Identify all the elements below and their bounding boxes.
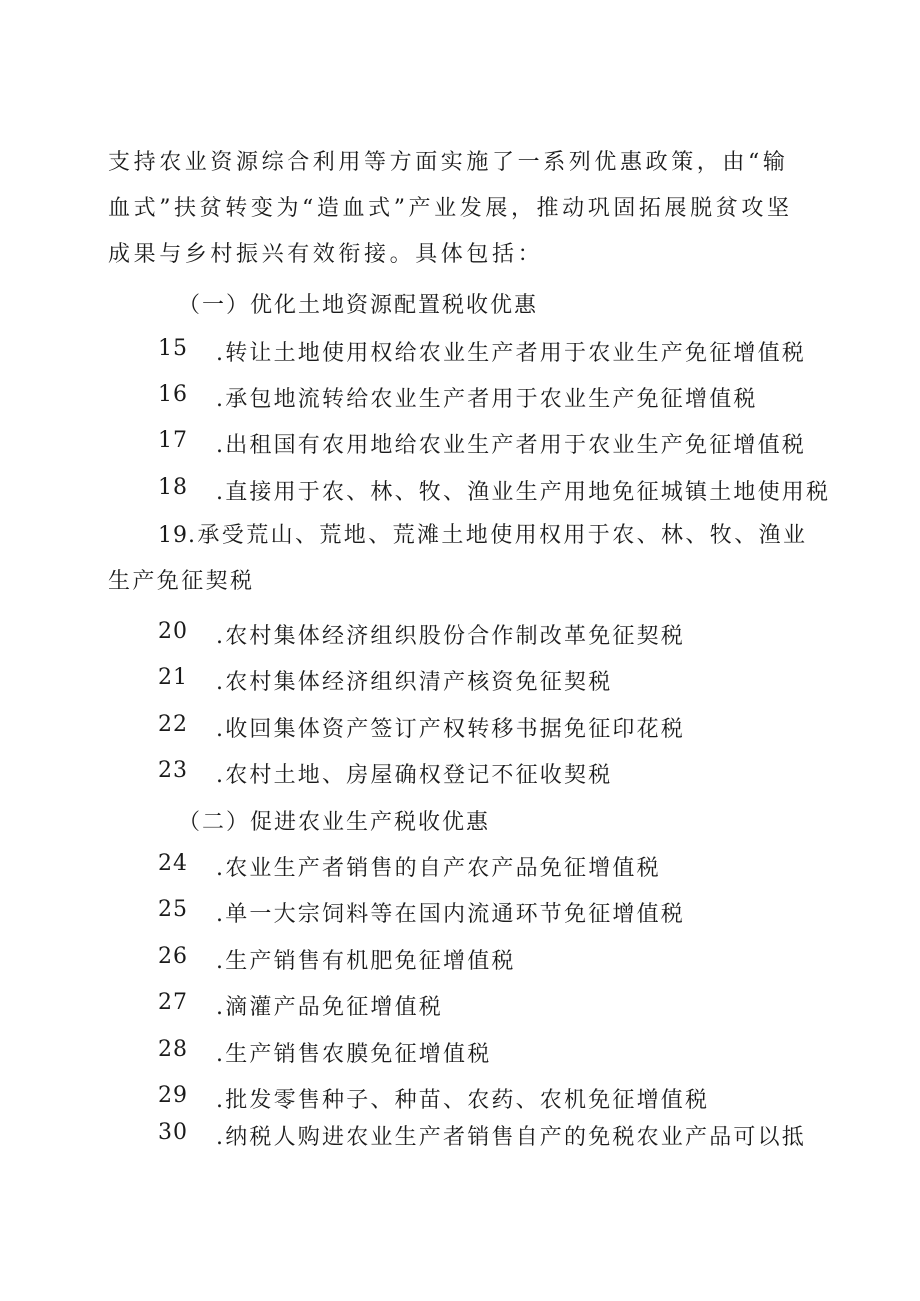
item-number: 25 <box>158 897 188 922</box>
item-number: 21 <box>158 665 188 690</box>
item-number: 26 <box>158 944 188 969</box>
item-number: 22 <box>158 712 188 737</box>
item-text: .单一大宗饲料等在国内流通环节免征增值税 <box>216 902 685 927</box>
intro-paragraph: 支持农业资源综合利用等方面实施了一系列优惠政策，由“输血式”扶贫转变为“造血式”产业发展，推动巩固拓展脱贫攻坚成果与乡村振兴有效衔接。具体包括： <box>108 150 793 267</box>
item-number: 24 <box>158 851 188 876</box>
item-number: 17 <box>158 428 188 453</box>
item-number: 28 <box>158 1037 188 1062</box>
item-text: .农业生产者销售的自产农产品免征增值税 <box>216 856 661 881</box>
item-number: 20 <box>158 619 188 644</box>
item-number: 18 <box>158 475 188 500</box>
item-text: .农村土地、房屋确权登记不征收契税 <box>216 763 613 788</box>
item-text: .承包地流转给农业生产者用于农业生产免征增值税 <box>216 387 758 412</box>
section-heading-land: （一）优化土地资源配置税收优惠 <box>178 293 539 318</box>
item-number: 30 <box>158 1120 188 1145</box>
item-text: .承受荒山、荒地、荒滩土地使用权用于农、林、牧、渔业生产免征契税 <box>108 523 808 594</box>
item-number: 19 <box>158 523 188 548</box>
item-text: .纳税人购进农业生产者销售自产的免税农业产品可以抵 <box>216 1125 806 1150</box>
list-item-wrapped <box>108 513 820 605</box>
item-text: .直接用于农、林、牧、渔业生产用地免征城镇土地使用税 <box>216 480 831 505</box>
item-number: 29 <box>158 1083 188 1108</box>
item-text: .农村集体经济组织清产核资免征契税 <box>216 670 613 695</box>
section-heading-production: （二）促进农业生产税收优惠 <box>178 810 491 835</box>
item-text: .滴灌产品免征增值税 <box>216 995 443 1020</box>
item-number: 16 <box>158 382 188 407</box>
item-text: .批发零售种子、种苗、农药、农机免征增值税 <box>216 1088 710 1113</box>
item-text: .生产销售农膜免征增值税 <box>216 1042 492 1067</box>
item-number: 27 <box>158 990 188 1015</box>
item-text: .转让土地使用权给农业生产者用于农业生产免征增值税 <box>216 341 806 366</box>
item-text: .生产销售有机肥免征增值税 <box>216 949 516 974</box>
item-text: .农村集体经济组织股份合作制改革免征契税 <box>216 624 685 649</box>
item-number: 23 <box>158 758 188 783</box>
item-text: .出租国有农用地给农业生产者用于农业生产免征增值税 <box>216 433 806 458</box>
item-text: .收回集体资产签订产权转移书据免征印花税 <box>216 717 685 742</box>
item-number: 15 <box>158 336 188 361</box>
